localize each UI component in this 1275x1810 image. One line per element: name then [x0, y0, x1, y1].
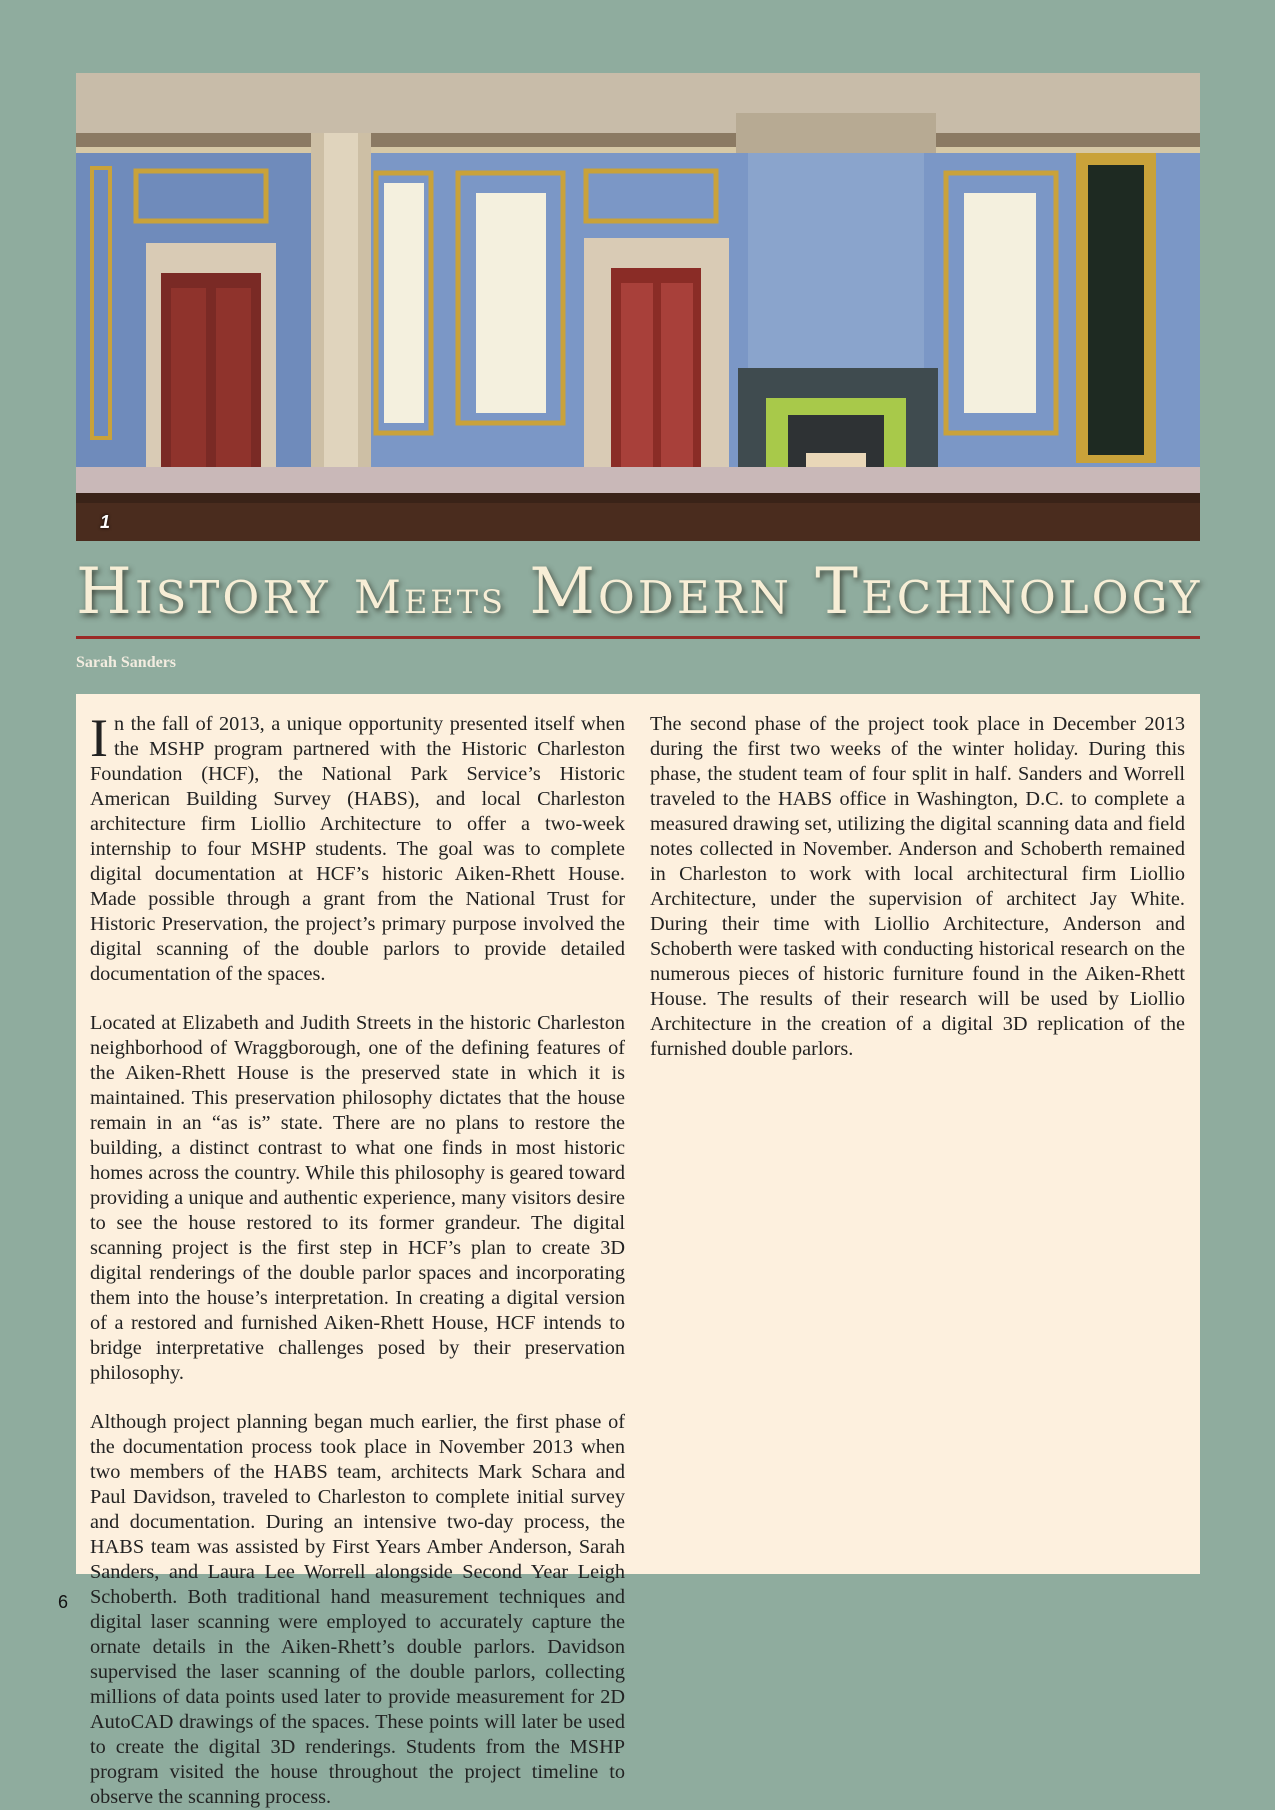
- title-divider: [76, 636, 1200, 639]
- article-paragraph-1: [90, 708, 625, 987]
- article-column-left: [90, 708, 625, 1808]
- parlor-photo: [76, 73, 1200, 541]
- photo-number: 1: [100, 512, 111, 532]
- page-title: [76, 555, 1203, 629]
- drop-cap: I: [90, 708, 108, 768]
- page-number: 6: [58, 1592, 69, 1612]
- article-body: [76, 694, 1200, 1808]
- title-word-meets: Meets: [353, 570, 506, 624]
- article-column-right: [650, 712, 1185, 1086]
- article-paragraph-4: The second phase of the project took place in December 2013 during the first two weeks of the winter holiday. During this phase, the student team of four split in half. Sanders and Worrell traveled to the HABS office in Washington, D.C. to complete a measured drawing set, utilizing the digital scanning data and field notes collected in November. Anderson and Schoberth remained in Charleston to work with local architectural firm Liollio Architecture, under the supervision of architect Jay White. During their time with Liollio Architecture, Anderson and Schoberth were tasked with conducting historical research on the numerous pieces of historic furniture found in the Aiken-Rhett House. The results of their research will be used by Liollio Architecture in the creation of a digital 3D replication of the furnished double parlors.: [650, 713, 1185, 1060]
- author-byline: Sarah Sanders: [76, 654, 177, 671]
- article-paragraph-2: Located at Elizabeth and Judith Streets in the historic Charleston neighborhood of Wraggborough, one of the defining features of the Aiken-Rhett House is the preserved state in which it is maintained. This preservation philosophy dictates that the house remain in an “as is” state. There are no plans to restore the building, a distinct contrast to what one finds in most historic homes across the country. While this philosophy is geared toward providing a unique and authentic experience, many visitors desire to see the house restored to its former grandeur. The digital scanning project is the first step in HCF’s plan to create 3D digital renderings of the double parlor spaces and incorporating them into the house’s interpretation. In creating a digital version of a restored and furnished Aiken-Rhett House, HCF intends to bridge interpretative challenges posed by their preservation philosophy.: [90, 1012, 625, 1384]
- parlor-photo-illustration: [76, 73, 1200, 541]
- article-paragraph-3: Although project planning began much earlier, the first phase of the documentation process took place in November 2013 when two members of the HABS team, architects Mark Schara and Paul Davidson, traveled to Charleston to complete initial survey and documentation. During an intensive two-day process, the HABS team was assisted by First Years Amber Anderson, Sarah Sanders, and Laura Lee Worrell alongside Second Year Leigh Schoberth. Both traditional hand measurement techniques and digital laser scanning were employed to accurately capture the ornate details in the Aiken-Rhett’s double parlors. Davidson supervised the laser scanning of the double parlors, collecting millions of data points used later to provide measurement for 2D AutoCAD drawings of the spaces. These points will later be used to create the digital 3D renderings. Students from the MSHP program visited the house throughout the project timeline to observe the scanning process.: [90, 1411, 625, 1808]
- title-word-technology: Technology: [815, 555, 1203, 629]
- title-word-history: History: [76, 555, 331, 629]
- title-word-modern: Modern: [529, 555, 792, 629]
- paragraph-1-text: n the fall of 2013, a unique opportunity presented itself when the MSHP program partnered with the Historic Charleston Foundation (HCF), the National Park Service’s Historic American Building Survey (HABS), and local Charleston architecture firm Liollio Architecture to offer a two-week internship to four MSHP students. The goal was to complete digital documentation at HCF’s historic Aiken-Rhett House. Made possible through a grant from the National Trust for Historic Preservation, the project’s primary purpose involved the digital scanning of the double parlors to provide detailed documentation of the spaces.: [90, 713, 625, 985]
